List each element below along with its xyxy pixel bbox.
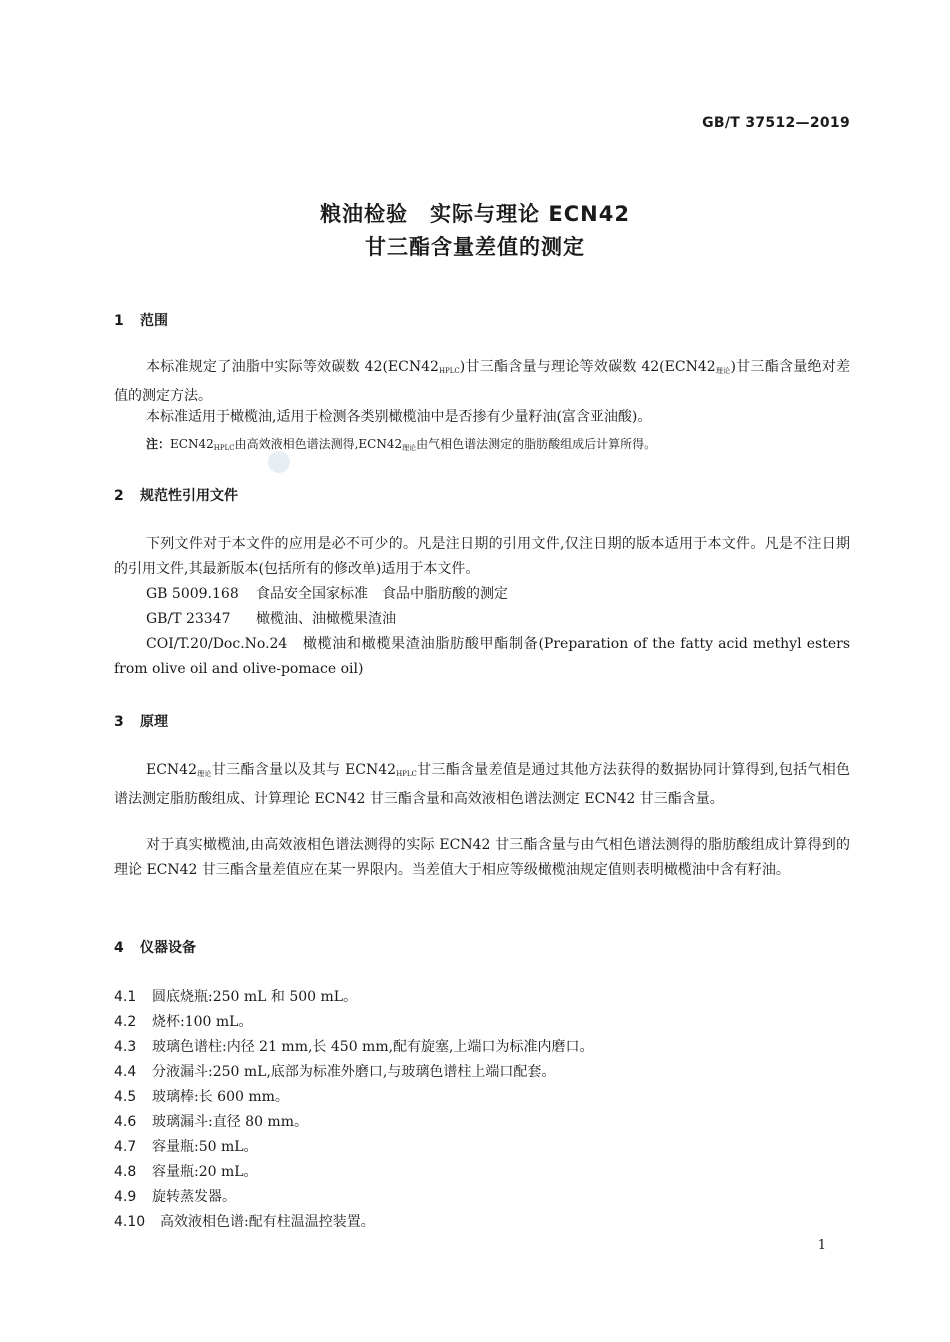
section-1-heading [114, 310, 168, 330]
text-run: )甘三酯含量绝对差值的测定方法。 [114, 359, 851, 404]
document-title-line2: 甘三酯含量差值的测定 [365, 235, 585, 259]
item-number: 4.2 [114, 1014, 137, 1030]
scope-paragraph-1 [114, 355, 850, 409]
item-number: 4.8 [114, 1164, 137, 1180]
item-number: 4.6 [114, 1114, 137, 1130]
item-text: 烧杯:100 mL。 [152, 1014, 253, 1030]
text-run: 由气相色谱法测定的脂肪酸组成后计算所得。 [416, 437, 657, 451]
item-text: 圆底烧瓶:250 mL 和 500 mL。 [152, 989, 358, 1005]
subscript: HPLC [213, 444, 235, 452]
text-run: 甘三酯含量差值是通过其他方法获得的数据协同计算得到,包括气相色谱法测定脂肪酸组成、计算理论 ECN42 甘三酯含量和高效液相色谱法测定 ECN42 甘三酯含量。 [114, 762, 850, 807]
section-title: 原理 [140, 714, 168, 730]
item-text: 分液漏斗:250 mL,底部为标准外磨口,与玻璃色谱柱上端口配套。 [152, 1064, 556, 1080]
item-number: 4.7 [114, 1139, 137, 1155]
equipment-item [114, 1087, 289, 1107]
item-number: 4.5 [114, 1089, 137, 1105]
equipment-item [114, 1012, 252, 1032]
subscript: 理论 [402, 444, 417, 452]
section-number: 2 [114, 488, 124, 504]
equipment-item [114, 1162, 258, 1182]
text-run: 本标准规定了油脂中实际等效碳数 42(ECN42 [146, 359, 439, 375]
scope-paragraph-2: 本标准适用于橄榄油,适用于检测各类别橄榄油中是否掺有少量籽油(富含亚油酸)。 [146, 409, 652, 425]
reference-code: COI/T.20/Doc.No.24 [146, 636, 288, 652]
equipment-item [114, 1137, 258, 1157]
document-title-line1: 粮油检验 实际与理论 ECN42 [320, 202, 630, 226]
watermark-logo [268, 451, 290, 473]
section-3-heading [114, 711, 168, 731]
reference-title: 橄榄油、油橄榄果渣油 [256, 611, 396, 627]
reference-item [146, 582, 508, 607]
item-text: 玻璃棒:长 600 mm。 [152, 1089, 289, 1105]
text-run: 甘三酯含量以及其与 ECN42 [211, 762, 397, 778]
section-number: 4 [114, 940, 124, 956]
item-text: 容量瓶:50 mL。 [152, 1139, 258, 1155]
equipment-item [114, 1212, 375, 1232]
item-text: 旋转蒸发器。 [152, 1189, 236, 1205]
section-2-heading [114, 485, 238, 505]
section-number: 3 [114, 714, 124, 730]
section-4-heading [114, 937, 196, 957]
reference-item [146, 607, 396, 632]
subscript: HPLC [438, 367, 460, 375]
item-text: 容量瓶:20 mL。 [152, 1164, 258, 1180]
equipment-item [114, 987, 357, 1007]
text-run: ECN42 [146, 762, 197, 778]
equipment-item [114, 1062, 555, 1082]
text-run: )甘三酯含量与理论等效碳数 42(ECN42 [459, 359, 716, 375]
section-title: 规范性引用文件 [140, 488, 238, 504]
item-number: 4.3 [114, 1039, 137, 1055]
item-number: 4.4 [114, 1064, 137, 1080]
references-intro-paragraph: 下列文件对于本文件的应用是必不可少的。凡是注日期的引用文件,仅注日期的版本适用于本文件。凡是不注日期的引用文件,其最新版本(包括所有的修改单)适用于本文件。 [114, 536, 850, 577]
item-text: 玻璃漏斗:直径 80 mm。 [152, 1114, 308, 1130]
section-title: 范围 [140, 313, 168, 329]
subscript: 理论 [715, 367, 731, 375]
subscript: HPLC [396, 770, 417, 778]
equipment-item [114, 1112, 308, 1132]
standard-number: GB/T 37512—2019 [702, 115, 850, 131]
section-number: 1 [114, 313, 124, 329]
section-title: 仪器设备 [140, 940, 196, 956]
text-run: 由高效液相色谱法测得,ECN42 [234, 437, 403, 451]
principle-paragraph-2: 对于真实橄榄油,由高效液相色谱法测得的实际 ECN42 甘三酯含量与由气相色谱法测得的脂肪酸组成计算得到的理论 ECN42 甘三酯含量差值应在某一界限内。当差值大于相应等级橄榄油规定值则表明橄榄油中含有籽油。 [114, 837, 850, 878]
text-run: ECN42 [170, 437, 214, 451]
reference-item-coi [114, 632, 850, 682]
subscript: 理论 [197, 770, 212, 778]
principle-paragraph-1 [114, 758, 850, 812]
equipment-item [114, 1037, 594, 1057]
equipment-item [114, 1187, 236, 1207]
item-number: 4.1 [114, 989, 137, 1005]
reference-code: GB/T 23347 [146, 611, 231, 627]
page-number: 1 [817, 1238, 826, 1253]
item-number: 4.10 [114, 1214, 146, 1230]
reference-title: 食品安全国家标准 食品中脂肪酸的测定 [256, 586, 508, 602]
reference-title: 橄榄油和橄榄果渣油脂肪酸甲酯制备(Preparation of the fatty acid methyl esters from olive oil and olive-pomace oil) [114, 636, 850, 677]
scope-note [146, 434, 656, 458]
item-text: 高效液相色谱:配有柱温温控装置。 [160, 1214, 375, 1230]
item-text: 玻璃色谱柱:内径 21 mm,长 450 mm,配有旋塞,上端口为标准内磨口。 [152, 1039, 594, 1055]
item-number: 4.9 [114, 1189, 137, 1205]
note-label: 注： [146, 437, 171, 451]
reference-code: GB 5009.168 [146, 586, 239, 602]
